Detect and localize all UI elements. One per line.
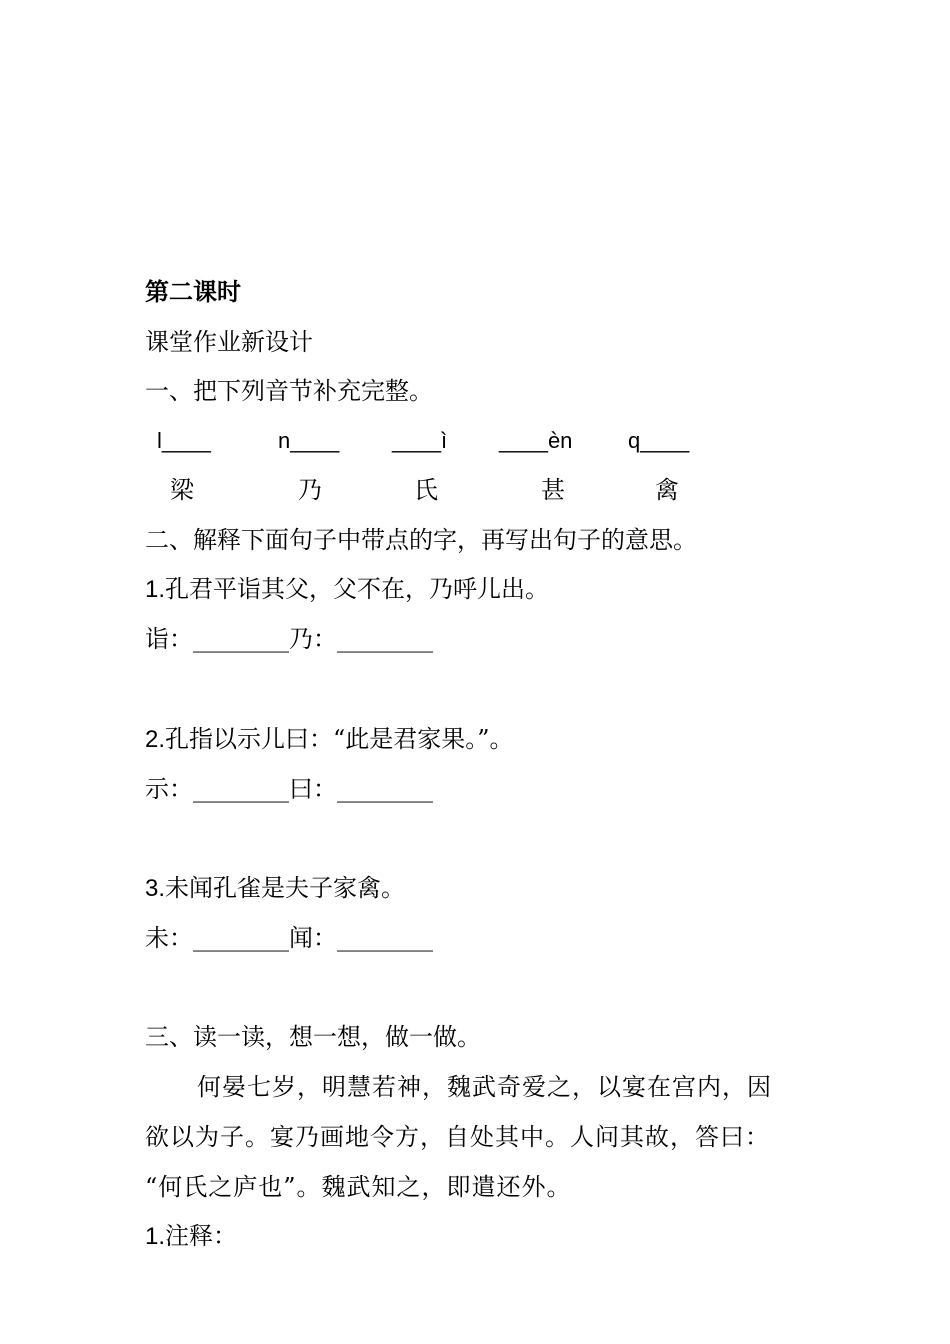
character-1: 梁	[170, 476, 194, 504]
question-2-blanks: 示：________曰：________	[145, 775, 433, 803]
lesson-title: 第二课时	[145, 277, 241, 306]
passage-line-3: “何氏之庐也”。魏武知之，即遣还外。	[145, 1173, 572, 1201]
pinyin-blank-2: n____	[278, 428, 340, 453]
question-1-blanks: 诣：________乃：________	[145, 625, 433, 653]
passage-line-2: 欲以为子。宴乃画地令方，自处其中。人问其故，答曰：	[145, 1123, 770, 1151]
pinyin-blank-3: ____ì	[392, 428, 448, 453]
pinyin-blank-1: l____	[157, 428, 211, 453]
question-2-sentence: 2.孔指以示儿曰：“此是君家果。”。	[145, 725, 514, 753]
passage-line-1: 何晏七岁，明慧若神，魏武奇爱之，以宴在宫内，因	[197, 1073, 772, 1101]
pinyin-blank-4: ____èn	[499, 428, 573, 453]
character-4: 甚	[541, 476, 565, 504]
pinyin-blank-5: q____	[628, 428, 690, 453]
subtitle: 课堂作业新设计	[145, 328, 313, 356]
section2-heading: 二、解释下面句子中带点的字，再写出句子的意思。	[145, 526, 697, 554]
question-3-blanks: 未：________闻：________	[145, 924, 433, 952]
character-5: 禽	[655, 476, 679, 504]
character-3: 氏	[414, 476, 438, 504]
section3-heading: 三、读一读，想一想，做一做。	[145, 1023, 481, 1051]
question-1-sentence: 1.孔君平诣其父，父不在，乃呼儿出。	[145, 575, 550, 603]
section1-heading: 一、把下列音节补充完整。	[145, 377, 433, 405]
annotation-label: 1.注释：	[145, 1222, 238, 1250]
question-3-sentence: 3.未闻孔雀是夫子家禽。	[145, 874, 406, 902]
character-2: 乃	[298, 476, 322, 504]
